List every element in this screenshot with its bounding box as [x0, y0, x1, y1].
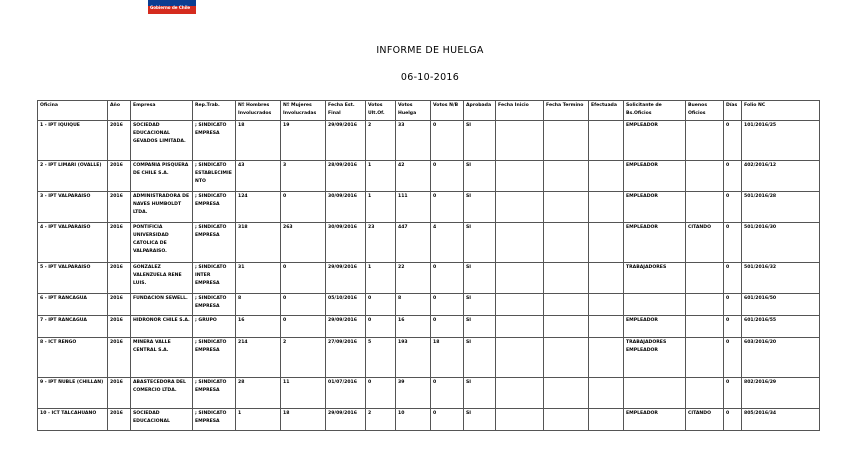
table-cell: 0	[431, 263, 464, 294]
table-cell: 2016	[108, 294, 131, 316]
table-cell: SI	[464, 294, 496, 316]
table-cell	[589, 192, 624, 223]
column-header: Nº Hombres Involucrados	[236, 101, 281, 121]
table-cell: ; SINDICATO ESTABLECIMIENTO	[193, 161, 236, 192]
column-header: Empresa	[131, 101, 193, 121]
table-cell: 16	[396, 316, 431, 338]
table-cell: GONZALEZ VALENZUELA RENE LUIS.	[131, 263, 193, 294]
table-row	[38, 409, 820, 431]
table-cell: 2016	[108, 161, 131, 192]
table-cell: EMPLEADOR	[624, 192, 686, 223]
table-cell	[544, 409, 589, 431]
table-cell: 6 - IPT RANCAGUA	[38, 294, 108, 316]
table-cell: ; SINDICATO EMPRESA	[193, 378, 236, 409]
table-row	[38, 294, 820, 316]
table-cell: 28	[236, 378, 281, 409]
table-cell: 2016	[108, 378, 131, 409]
table-cell: 16	[236, 316, 281, 338]
table-row	[38, 263, 820, 294]
table-cell: 193	[396, 338, 431, 378]
table-cell: 0	[431, 192, 464, 223]
table-cell: 29/09/2016	[326, 316, 366, 338]
table-cell: 0	[281, 294, 326, 316]
table-cell: 0	[431, 378, 464, 409]
table-cell	[686, 263, 724, 294]
table-cell: 28/09/2016	[326, 161, 366, 192]
table-cell: 8 - ICT RENGO	[38, 338, 108, 378]
table-row	[38, 338, 820, 378]
table-cell: 23	[366, 223, 396, 263]
table-cell	[544, 192, 589, 223]
table-cell: 0	[724, 161, 742, 192]
table-cell: ; SINDICATO EMPRESA	[193, 121, 236, 161]
table-cell	[589, 223, 624, 263]
table-cell: 601/2016/50	[742, 294, 820, 316]
table-cell: SI	[464, 409, 496, 431]
table-cell: 111	[396, 192, 431, 223]
table-cell: 5 - IPT VALPARAISO	[38, 263, 108, 294]
column-header: Efectuada	[589, 101, 624, 121]
table-cell: 2016	[108, 409, 131, 431]
table-cell: 0	[724, 378, 742, 409]
table-cell	[589, 263, 624, 294]
table-cell	[624, 378, 686, 409]
table-cell: TRABAJADORES	[624, 263, 686, 294]
table-cell: 0	[366, 294, 396, 316]
table-cell: 39	[396, 378, 431, 409]
table-cell: 0	[431, 294, 464, 316]
table-cell: FUNDACION SEWELL.	[131, 294, 193, 316]
table-cell: 0	[724, 409, 742, 431]
table-cell: 9 - IPT ÑUBLE (CHILLAN)	[38, 378, 108, 409]
table-cell: 2 - IPT LIMARI (OVALLE)	[38, 161, 108, 192]
table-cell	[496, 378, 544, 409]
table-cell: EMPLEADOR	[624, 161, 686, 192]
table-cell: SI	[464, 223, 496, 263]
column-header: Votos N/B	[431, 101, 464, 121]
table-cell: 1 - IPT IQUIQUE	[38, 121, 108, 161]
table-cell	[544, 378, 589, 409]
table-cell: ; SINDICATO INTER EMPRESA	[193, 263, 236, 294]
table-cell	[589, 294, 624, 316]
table-cell: 0	[431, 316, 464, 338]
table-cell: 29/09/2016	[326, 121, 366, 161]
table-cell: 0	[431, 409, 464, 431]
table-cell: 33	[396, 121, 431, 161]
table-cell: ADMINISTRADORA DE NAVES HUMBOLDT LTDA.	[131, 192, 193, 223]
table-cell: SI	[464, 338, 496, 378]
table-cell: 2016	[108, 338, 131, 378]
table-cell: HIDRONOR CHILE S.A.	[131, 316, 193, 338]
table-cell	[589, 378, 624, 409]
table-cell: SI	[464, 316, 496, 338]
table-cell: 18	[281, 409, 326, 431]
table-cell: 318	[236, 223, 281, 263]
table-cell	[496, 294, 544, 316]
table-cell: 0	[281, 192, 326, 223]
table-cell: ; SINDICATO EMPRESA	[193, 338, 236, 378]
table-cell	[624, 294, 686, 316]
table-cell: 18	[236, 121, 281, 161]
report-title: INFORME DE HUELGA	[376, 45, 484, 56]
column-header: Folio NC	[742, 101, 820, 121]
table-cell: 05/10/2016	[326, 294, 366, 316]
table-cell: 5	[366, 338, 396, 378]
table-cell	[686, 338, 724, 378]
table-cell	[589, 409, 624, 431]
table-cell: SI	[464, 263, 496, 294]
table-cell: ; GRUPO	[193, 316, 236, 338]
table-cell: 101/2016/25	[742, 121, 820, 161]
table-cell: 1	[236, 409, 281, 431]
table-cell	[496, 161, 544, 192]
table-cell: 0	[431, 161, 464, 192]
table-cell	[496, 121, 544, 161]
table-cell: ; SINDICATO EMPRESA	[193, 294, 236, 316]
table-cell: 2016	[108, 263, 131, 294]
logo-text: Gobierno de Chile	[150, 5, 191, 10]
table-cell: ; SINDICATO EMPRESA	[193, 409, 236, 431]
table-cell: 2016	[108, 121, 131, 161]
column-header: Fecha Inicio	[496, 101, 544, 121]
table-cell: TRABAJADORES EMPLEADOR	[624, 338, 686, 378]
column-header: Año	[108, 101, 131, 121]
column-header: Votos Ult.Of.	[366, 101, 396, 121]
table-cell: 1	[366, 161, 396, 192]
table-cell	[589, 121, 624, 161]
table-cell: 1	[366, 263, 396, 294]
table-cell: 263	[281, 223, 326, 263]
column-header: Rep.Trab.	[193, 101, 236, 121]
table-cell: 402/2016/12	[742, 161, 820, 192]
table-cell: SI	[464, 192, 496, 223]
table-cell: 2016	[108, 316, 131, 338]
table-cell	[544, 338, 589, 378]
table-cell	[686, 316, 724, 338]
table-cell: 30/09/2016	[326, 192, 366, 223]
table-cell: ; SINDICATO EMPRESA	[193, 192, 236, 223]
table-cell	[496, 223, 544, 263]
table-cell: 0	[724, 338, 742, 378]
table-cell: 10 - ICT TALCAHUANO	[38, 409, 108, 431]
strike-report-table	[37, 100, 820, 431]
table-cell: 0	[366, 316, 396, 338]
table-cell: EMPLEADOR	[624, 121, 686, 161]
table-cell: MINERA VALLE CENTRAL S.A.	[131, 338, 193, 378]
table-cell: 10	[396, 409, 431, 431]
table-cell	[686, 121, 724, 161]
table-cell: 805/2016/34	[742, 409, 820, 431]
table-cell: 43	[236, 161, 281, 192]
table-cell	[686, 294, 724, 316]
column-header: Días	[724, 101, 742, 121]
table-cell: 501/2016/32	[742, 263, 820, 294]
table-cell: 7 - IPT RANCAGUA	[38, 316, 108, 338]
table-cell: 29/09/2016	[326, 409, 366, 431]
table-cell: 0	[724, 223, 742, 263]
table-cell: 0	[724, 316, 742, 338]
table-cell: COMPAÑIA PISQUERA DE CHILE S.A.	[131, 161, 193, 192]
table-cell	[686, 161, 724, 192]
column-header: Oficina	[38, 101, 108, 121]
table-cell: CITANDO	[686, 223, 724, 263]
table-cell	[496, 192, 544, 223]
column-header: Votos Huelga	[396, 101, 431, 121]
column-header: Fecha Termino	[544, 101, 589, 121]
table-cell: PONTIFICIA UNIVERSIDAD CATOLICA DE VALPARAISO.	[131, 223, 193, 263]
table-cell: 4 - IPT VALPARAISO	[38, 223, 108, 263]
table-cell: 11	[281, 378, 326, 409]
column-header: Solicitante de Bs.Oficios	[624, 101, 686, 121]
table-cell: ABASTECEDORA DEL COMERCIO LTDA.	[131, 378, 193, 409]
table-row	[38, 378, 820, 409]
column-header: Nº Mujeres Involucradas	[281, 101, 326, 121]
table-row	[38, 121, 820, 161]
table-cell	[544, 294, 589, 316]
table-cell: SOCIEDAD EDUCACIONAL GEVADOS LIMITADA.	[131, 121, 193, 161]
table-cell	[496, 263, 544, 294]
table-cell: SI	[464, 161, 496, 192]
table-cell	[589, 316, 624, 338]
table-cell: 2	[281, 338, 326, 378]
table-cell: 447	[396, 223, 431, 263]
table-cell: 0	[724, 263, 742, 294]
table-cell	[589, 161, 624, 192]
table-cell: 501/2016/30	[742, 223, 820, 263]
table-cell: 0	[431, 121, 464, 161]
table-cell: 2	[366, 409, 396, 431]
table-cell: 0	[724, 294, 742, 316]
report-date: 06-10-2016	[400, 72, 460, 83]
table-cell: 0	[281, 263, 326, 294]
table-cell: SOCIEDAD EDUCACIONAL	[131, 409, 193, 431]
table-cell: 19	[281, 121, 326, 161]
table-cell: 42	[396, 161, 431, 192]
table-cell	[544, 161, 589, 192]
table-cell: 0	[724, 121, 742, 161]
table-cell: EMPLEADOR	[624, 223, 686, 263]
table-row	[38, 316, 820, 338]
table-cell	[589, 338, 624, 378]
column-header: Buenos Oficios	[686, 101, 724, 121]
table-cell: 1	[366, 192, 396, 223]
table-cell	[686, 192, 724, 223]
table-cell	[496, 409, 544, 431]
table-cell	[496, 316, 544, 338]
table-cell	[544, 316, 589, 338]
table-cell: 601/2016/55	[742, 316, 820, 338]
table-cell: 4	[431, 223, 464, 263]
table-cell: 2016	[108, 223, 131, 263]
table-cell: EMPLEADOR	[624, 316, 686, 338]
gobierno-logo	[148, 0, 196, 14]
table-cell: 27/09/2016	[326, 338, 366, 378]
table-cell: EMPLEADOR	[624, 409, 686, 431]
table-cell	[544, 263, 589, 294]
table-cell: SI	[464, 378, 496, 409]
table-cell: ; SINDICATO EMPRESA	[193, 223, 236, 263]
column-header: Fecha Est. Final	[326, 101, 366, 121]
table-cell: 29/09/2016	[326, 263, 366, 294]
table-cell: 31	[236, 263, 281, 294]
table-cell: 2016	[108, 192, 131, 223]
table-cell: 30/09/2016	[326, 223, 366, 263]
table-cell: 214	[236, 338, 281, 378]
table-cell: 603/2016/20	[742, 338, 820, 378]
table-cell: 8	[396, 294, 431, 316]
table-cell	[686, 378, 724, 409]
table-cell: 124	[236, 192, 281, 223]
table-cell: 2	[366, 121, 396, 161]
table-row	[38, 192, 820, 223]
table-cell: SI	[464, 121, 496, 161]
column-header: Aprobada	[464, 101, 496, 121]
table-cell: 501/2016/28	[742, 192, 820, 223]
table-cell	[544, 121, 589, 161]
table-cell	[544, 223, 589, 263]
table-cell: 3 - IPT VALPARAISO	[38, 192, 108, 223]
table-header-row	[38, 101, 820, 121]
table-cell: CITANDO	[686, 409, 724, 431]
table-cell: 18	[431, 338, 464, 378]
table-cell: 01/07/2016	[326, 378, 366, 409]
table-cell: 3	[281, 161, 326, 192]
table-cell: 0	[366, 378, 396, 409]
table-cell	[496, 338, 544, 378]
table-body	[38, 121, 820, 431]
table-row	[38, 223, 820, 263]
table-cell: 802/2016/29	[742, 378, 820, 409]
table-cell: 22	[396, 263, 431, 294]
table-cell: 8	[236, 294, 281, 316]
table-row	[38, 161, 820, 192]
table-cell: 0	[724, 192, 742, 223]
table-cell: 0	[281, 316, 326, 338]
